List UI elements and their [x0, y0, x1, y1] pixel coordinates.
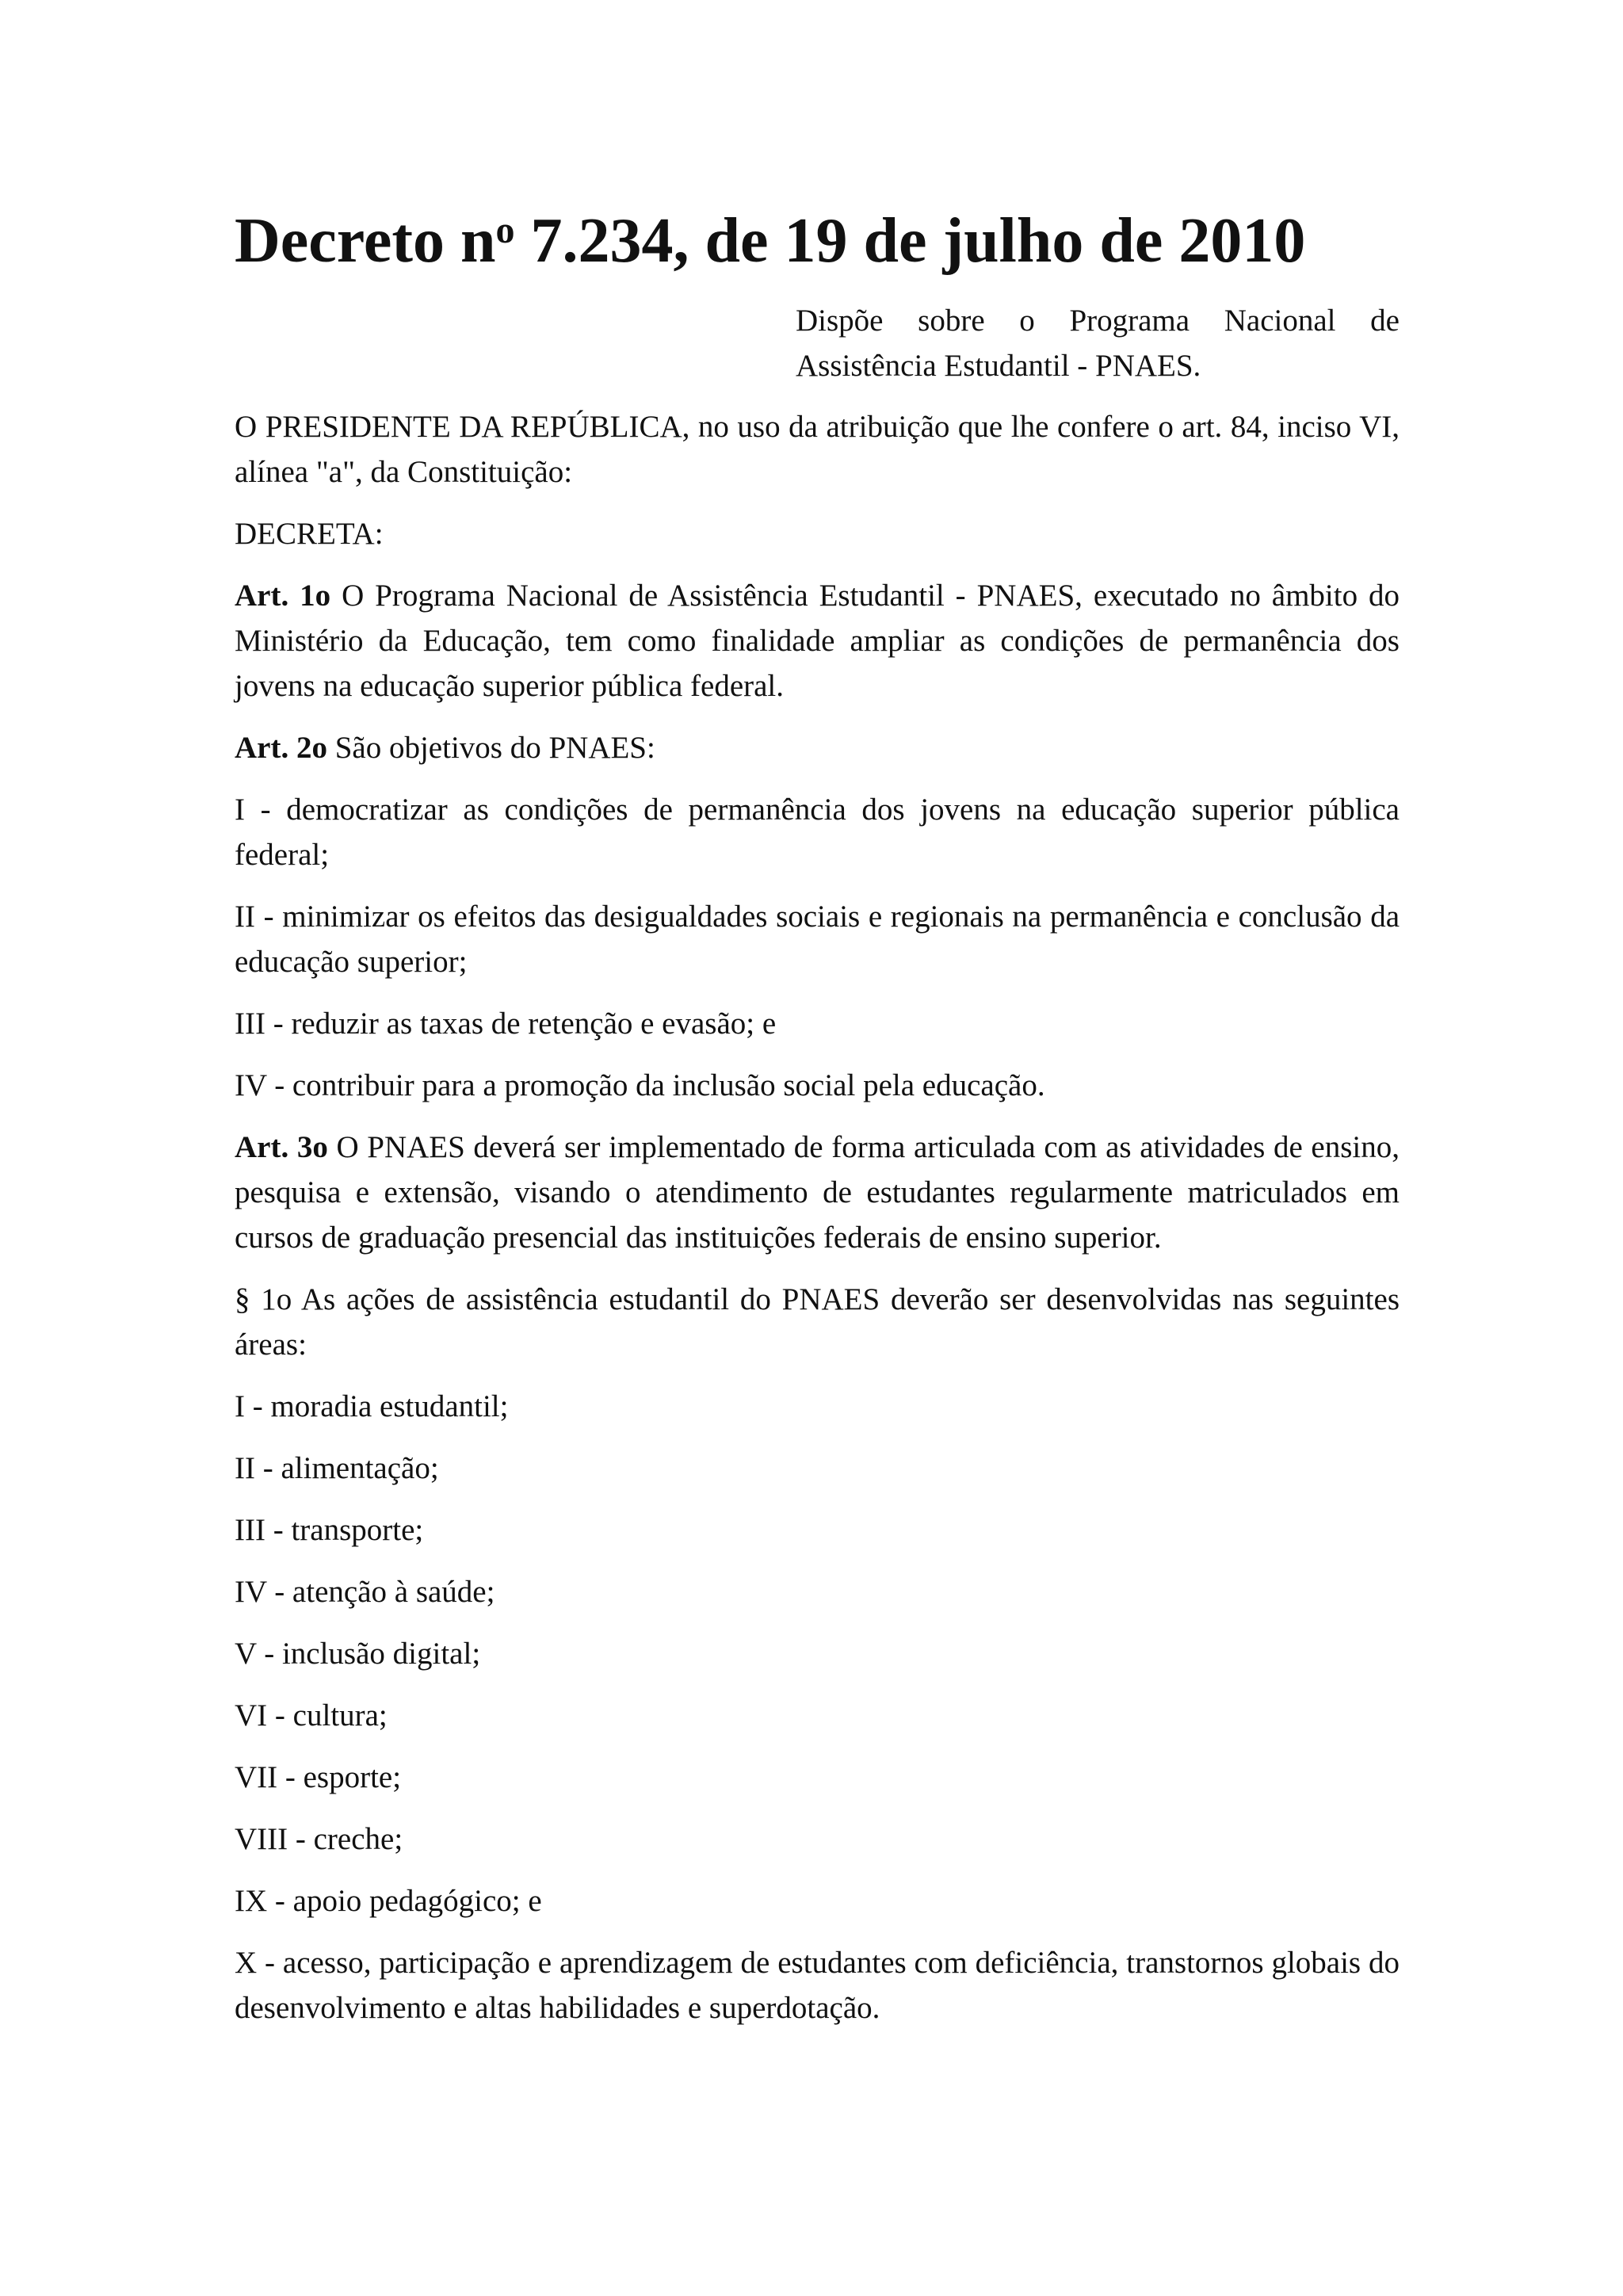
article-1-text: O Programa Nacional de Assistência Estudantil - PNAES, executado no âmbito do Ministério da Educação, tem como finalidade ampliar as condições de permanência dos jovens na educação superior pública federal. [235, 579, 1400, 703]
title-ordinal: o [495, 209, 515, 251]
area-item: IX - apoio pedagógico; e [235, 1884, 542, 1918]
article-2-item: I - democratizar as condições de permanência dos jovens na educação superior pública federal; [235, 793, 1400, 872]
article-2-label: Art. 2o [235, 731, 327, 765]
article-2-item: II - minimizar os efeitos das desigualdades sociais e regionais na permanência e conclusão da educação superior; [235, 900, 1400, 979]
article-3-label: Art. 3o [235, 1130, 328, 1164]
article-3 [235, 1125, 1400, 1260]
article-1-label: Art. 1o [235, 579, 331, 613]
area-item: X - acesso, participação e aprendizagem de estudantes com deficiência, transtornos globais do desenvolvimento e altas habilidades e superdotação. [235, 1946, 1400, 2025]
title-text: Decreto n [235, 206, 496, 276]
area-item: III - transporte; [235, 1513, 424, 1547]
decreta-label: DECRETA: [235, 517, 384, 551]
ementa: Dispõe sobre o Programa Nacional de Assistência Estudantil - PNAES. [796, 304, 1400, 383]
article-2-text: São objetivos do PNAES: [327, 731, 655, 765]
area-item: V - inclusão digital; [235, 1637, 481, 1671]
area-item: VIII - creche; [235, 1822, 403, 1856]
article-3-paragraph-1: § 1o As ações de assistência estudantil do PNAES deverão ser desenvolvidas nas seguintes áreas: [235, 1282, 1400, 1362]
area-item: VI - cultura; [235, 1698, 388, 1733]
area-item: I - moradia estudantil; [235, 1389, 509, 1423]
page-title [235, 206, 1400, 276]
area-item: VII - esporte; [235, 1760, 402, 1794]
document-page [235, 206, 1400, 2047]
article-3-text: O PNAES deverá ser implementado de forma articulada com as atividades de ensino, pesquisa e extensão, visando o atendimento de estudantes regularmente matriculados em cursos de graduação presencial das instituições federais de ensino superior. [235, 1130, 1400, 1255]
preamble: O PRESIDENTE DA REPÚBLICA, no uso da atribuição que lhe confere o art. 84, inciso VI, alínea "a", da Constituição: [235, 410, 1400, 489]
area-item: II - alimentação; [235, 1451, 439, 1485]
article-2-item: III - reduzir as taxas de retenção e evasão; e [235, 1007, 777, 1041]
title-text-rest: 7.234, de 19 de julho de 2010 [514, 206, 1306, 276]
area-item: IV - atenção à saúde; [235, 1575, 495, 1609]
article-1 [235, 573, 1400, 709]
article-2-item: IV - contribuir para a promoção da inclusão social pela educação. [235, 1068, 1045, 1102]
article-2 [235, 725, 1400, 770]
